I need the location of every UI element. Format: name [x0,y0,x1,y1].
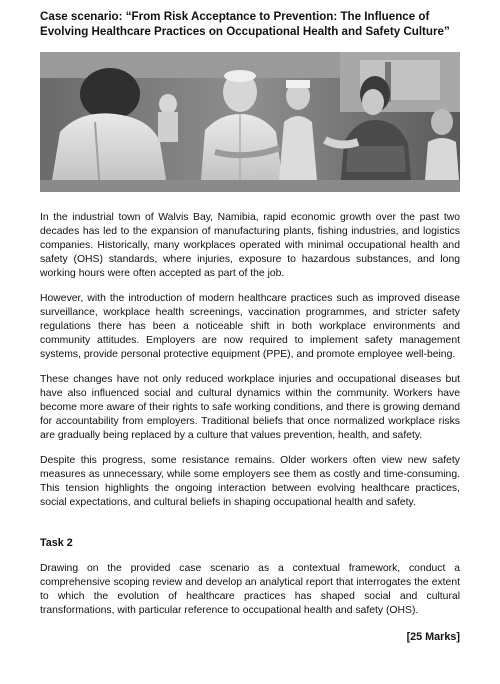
task-heading: Task 2 [40,537,73,549]
paragraph-background: In the industrial town of Walvis Bay, Namibia, rapid economic growth over the past two decades has led to the expansion of manufacturing plants, fishing industries, and logistics companies. Historically, many workplaces operated with minimal occupational health and safety (OHS) standards, where injuries, exposure to hazardous substances, and long working hours were often accepted as part of the job. [40,212,460,279]
paragraph-modern-practices: However, with the introduction of modern healthcare practices such as improved disease surveillance, workplace health screenings, vaccination programmes, and stricter safety regulations there has been a noticeable shift in both workplace environments and community attitudes. Employers are now required to implement safety management systems, provide personal protective equipment (PPE), and promote employee well-being. [40,293,460,360]
paragraph-social-impact: These changes have not only reduced workplace injuries and occupational diseases but have also influenced social and cultural dynamics within the community. Workers have become more aware of their rights to safe working conditions, and there is growing demand for accountability from employers. Traditional beliefs that once normalized workplace risks are gradually being replaced by a culture that values prevention, health, and safety. [40,374,460,441]
task-marks: [25 Marks] [406,631,460,643]
document-title: Case scenario: “From Risk Acceptance to Prevention: The Influence of Evolving Healthcare Practices on Occupational Health and Safety Culture” [40,10,450,38]
task-instructions: Drawing on the provided case scenario as a contextual framework, conduct a comprehensive scoping review and develop an analytical report that interrogates the extent to which the evolution of healthcare practices has shaped social and cultural transformations, with particular reference to occupational health and safety (OHS). [40,563,460,616]
paragraph-resistance: Despite this progress, some resistance remains. Older workers often view new safety measures as unnecessary, while some employers see them as costly and time-consuming. This tension highlights the ongoing interaction between evolving healthcare practices, social expectations, and cultural beliefs in shaping occupational health and safety. [40,455,460,508]
case-scenario-photo [40,52,460,192]
